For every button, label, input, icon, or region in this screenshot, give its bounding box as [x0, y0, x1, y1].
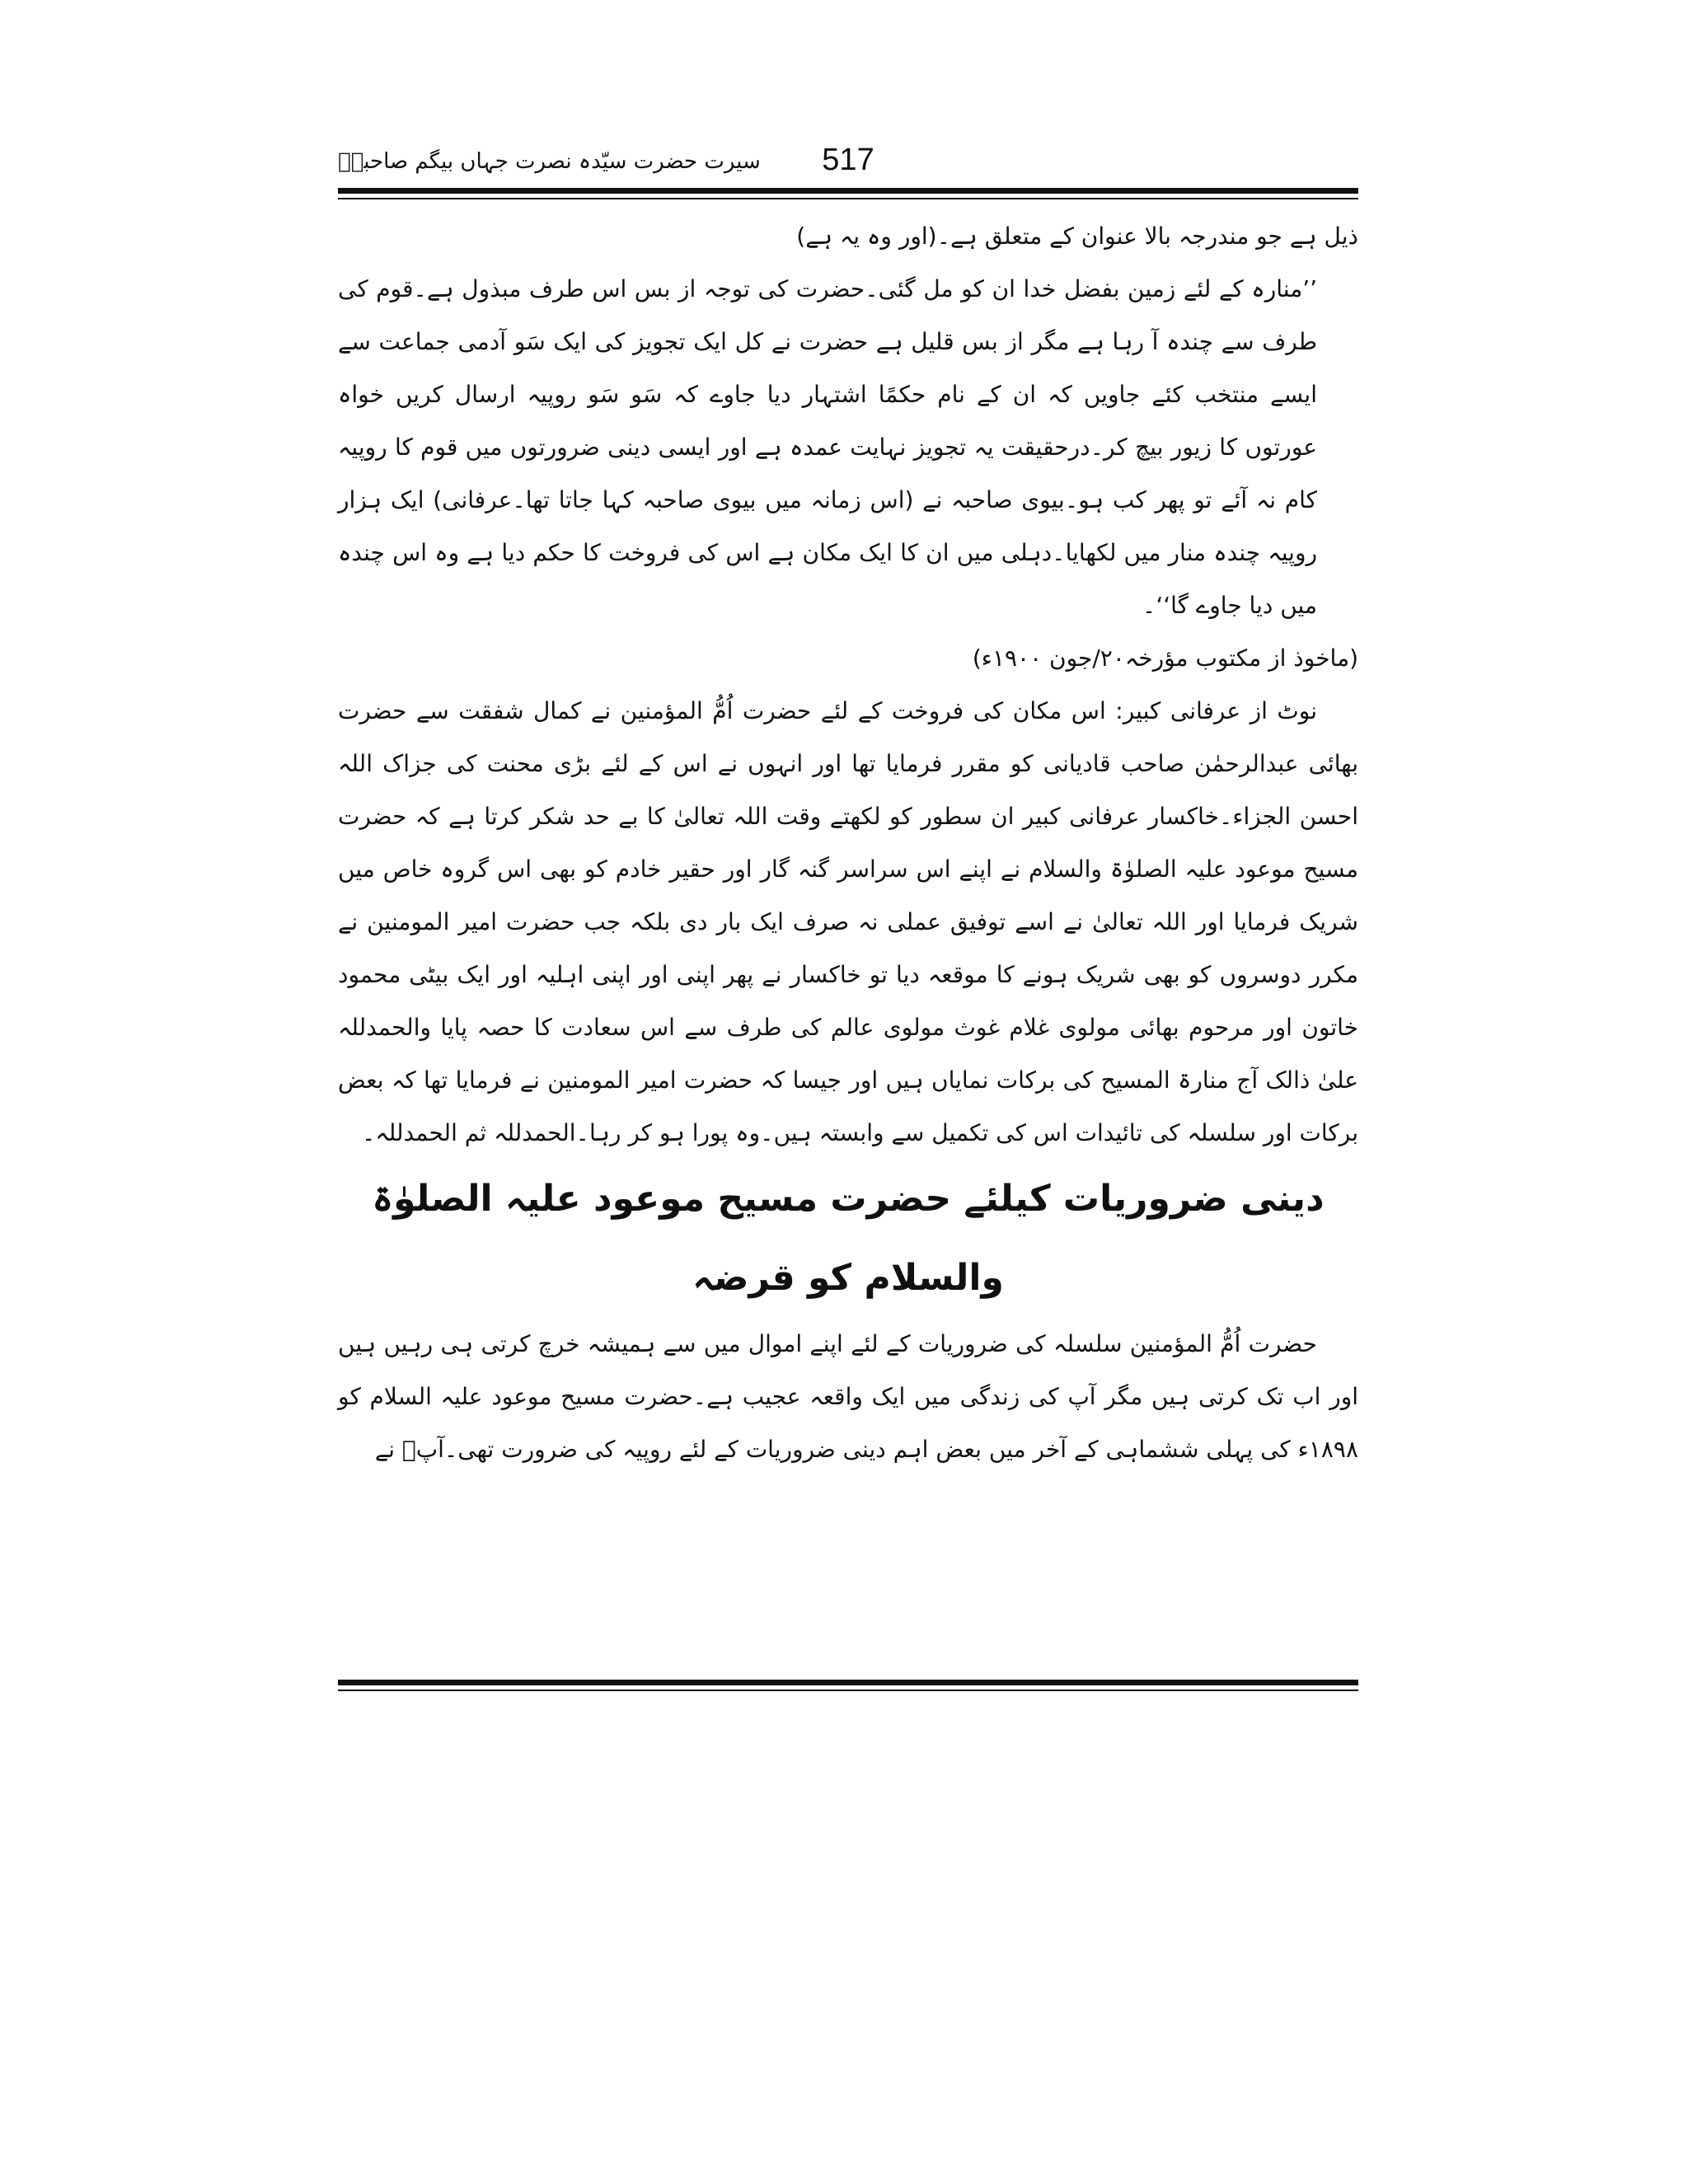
section-heading: دینی ضروریات کیلئے حضرت مسیح موعود علیہ الصلوٰۃ والسلام کو قرضہ	[372, 1178, 1325, 1299]
header-rule-thick	[338, 188, 1358, 194]
page-number: 517	[822, 143, 874, 177]
note-paragraph: نوٹ از عرفانی کبیر: اس مکان کی فروخت کے لئے حضرت اُمُّ المؤمنین نے کمال شفقت سے حضرت بھائی عبدالرحمٰن صاحب قادیانی کو مقرر فرمایا تھا اور انہوں نے اس کے لئے بڑی محنت کی جزاک اللہ احسن الجزاء۔خاکسار عرفانی کبیر ان سطور کو لکھتے وقت اللہ تعالیٰ کا بے حد شکر کرتا ہے کہ حضرت مسیح موعود علیہ الصلوٰۃ والسلام نے اپنے اس سراسر گنہ گار اور حقیر خادم کو بھی اس گروہ خاص میں شریک فرمایا اور اللہ تعالیٰ نے اسے توفیق عملی نہ صرف ایک بار دی بلکہ جب حضرت امیر المومنین نے مکرر دوسروں کو بھی شریک ہونے کا موقعہ دیا تو خاکسار نے پھر اپنی اور اپنی اہلیہ اور ایک بیٹی محمود خاتون اور مرحوم بھائی مولوی غلام غوث مولوی عالم کی طرف سے اس سعادت کا حصہ پایا والحمدللہ علیٰ ذالک آج منارۃ المسیح کی برکات نمایاں ہیں اور جیسا کہ حضرت امیر المومنین نے فرمایا تھا کہ بعض برکات اور سلسلہ کی تائیدات اس کی تکمیل سے وابستہ ہیں۔وہ پورا ہو کر رہا۔الحمدللہ ثم الحمدللہ۔	[338, 697, 1358, 1146]
footer-rule-thin	[338, 1690, 1358, 1691]
final-paragraph: حضرت اُمُّ المؤمنین سلسلہ کی ضروریات کے لئے اپنے اموال میں سے ہمیشہ خرچ کرتی ہی رہیں ہیں اور اب تک کرتی ہیں مگر آپ کی زندگی میں ایک واقعہ عجیب ہے۔حضرت مسیح موعود علیہ السلام کو ۱۸۹۸ء کی پہلی ششماہی کے آخر میں بعض اہم دینی ضروریات کے لئے روپیہ کی ضرورت تھی۔آپؑ نے	[338, 1330, 1358, 1463]
page-header	[338, 124, 1358, 190]
footer-rule-thick	[338, 1680, 1358, 1685]
running-title: سیرت حضرت سیّدہ نصرت جہاں بیگم صاحبہؓ	[338, 149, 761, 174]
header-rule-thin	[338, 198, 1358, 199]
citation: (ماخوذ از مکتوب مؤرخہ۲۰/جون ۱۹۰۰ء)	[972, 644, 1358, 672]
letter-quote: ’’منارہ کے لئے زمین بفضل خدا ان کو مل گئی۔حضرت کی توجہ از بس اس طرف مبذول ہے۔قوم کی طرف سے چندہ آ رہا ہے مگر از بس قلیل ہے حضرت نے کل ایک تجویز کی ایک سَو آدمی جماعت سے ایسے منتخب کئے جاویں کہ ان کے نام حکمًا اشتہار دیا جاوے کہ سَو سَو روپیہ ارسال کریں خواہ عورتوں کا زیور بیچ کر۔درحقیقت یہ تجویز نہایت عمدہ ہے اور ایسی دینی ضرورتوں میں قوم کا روپیہ کام نہ آئے تو پھر کب ہو۔بیوی صاحبہ نے (اس زمانہ میں بیوی صاحبہ کہا جاتا تھا۔عرفانی) ایک ہزار روپیہ چندہ منار میں لکھایا۔دہلی میں ان کا ایک مکان ہے اس کی فروخت کا حکم دیا ہے وہ اس چندہ میں دیا جاوے گا‘‘۔	[338, 275, 1317, 619]
main-text	[338, 210, 1358, 1476]
intro-line: ذیل ہے جو مندرجہ بالا عنوان کے متعلق ہے۔(اور وہ یہ ہے)	[796, 223, 1358, 250]
